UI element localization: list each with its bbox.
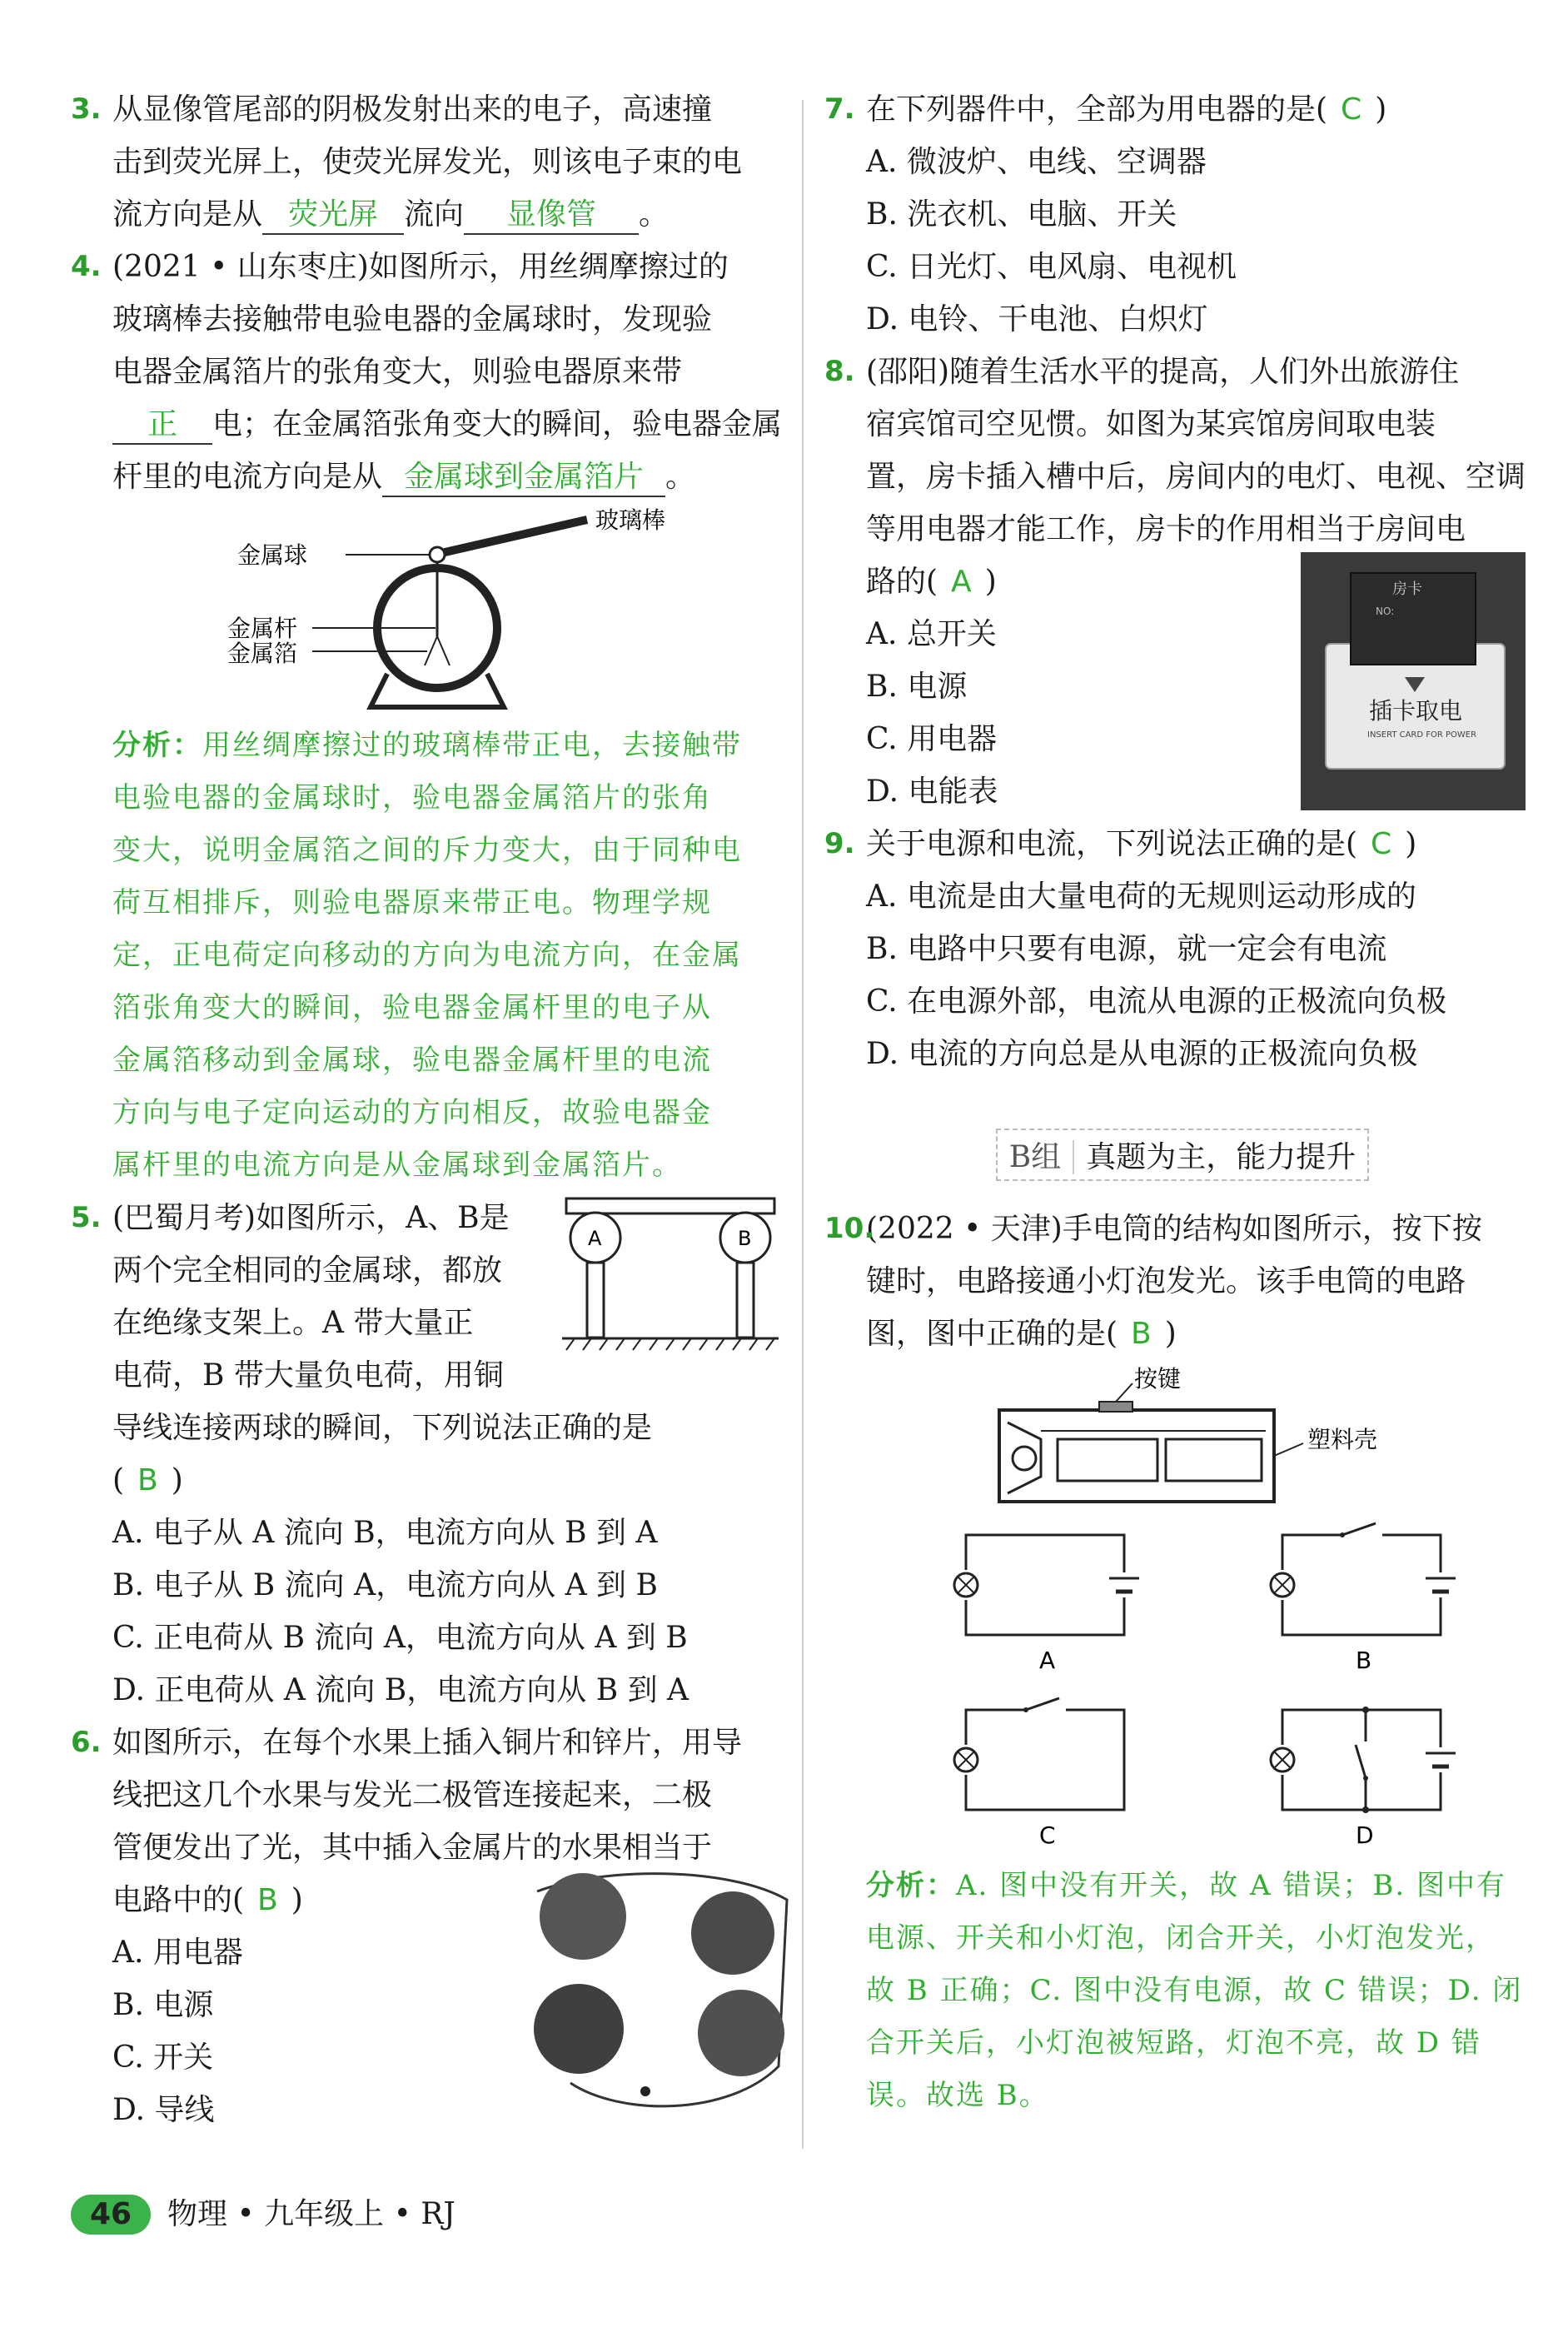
option: B. 电源: [112, 1988, 214, 2022]
answer-blank: 正: [112, 406, 212, 445]
option: C. 开关: [112, 2041, 214, 2075]
option: D. 电能表: [866, 775, 998, 809]
label-stem: 金属杆: [227, 615, 298, 642]
flashlight-figure: [824, 1360, 1541, 1518]
option: C. 日光灯、电风扇、电视机: [866, 250, 1237, 284]
label-rod: 玻璃棒: [595, 506, 666, 534]
svg-text:B: B: [738, 1227, 752, 1250]
question-8: 8. (邵阳)随着生活水平的提高，人们外出旅游住 宿宾馆司空见惯。如图为某宾馆房间取电装 置，房卡插入槽中后，房间内的电灯、电视、空调 等用电器才能工作，房卡的作用相当于房间电 路的( A ) A. 总开关 B. 电源 C. 用电器 D. 电能表 房卡 NO: 插卡取电 INSERT CARD FOR POWER: [824, 346, 1541, 818]
answer-blank: 显像管: [464, 197, 639, 235]
book-info: 物理 • 九年级上 • RJ: [167, 2197, 455, 2231]
question-number: 5.: [71, 1201, 102, 1234]
label-foil: 金属箔: [227, 640, 298, 667]
question-6: 6. 如图所示，在每个水果上插入铜片和锌片，用导 线把这几个水果与发光二极管连接起来，二极 管便发出了光，其中插入金属片的水果相当于 电路中的( B ) A. 用电器 B. 电源 C. 开关 D. 导线: [71, 1717, 787, 2136]
question-number: 4.: [71, 250, 102, 283]
question-4: 4. (2021 • 山东枣庄)如图所示，用丝绸摩擦过的 玻璃棒去接触带电验电器的金属球时，发现验 电器金属箔片的张角变大，则验电器原来带 正 电；在金属箔张角变大的瞬间，验电器金属 杆里的电流方向是从 金属球到金属箔片 。 玻璃棒 金属球 金属杆 金属箔 分析：用丝绸摩擦过的玻璃棒带正电，去接触带 电验电器的金属球时，验电器金属箔片的张角 变大，说明金属箔之间的斥力变大，由于同种电 荷互相排斥，则验电器原来带正电。物理学规 定，正电荷定向移动的方向为电流方向，在金属 箔张角变大的瞬间，验电器金属杆里的电子从 金属箔移动到金属球，验电器金属杆里的电流 方向与电子定向运动的方向相反，故验电器金 属杆里的电流方向是从金属球到金属箔片。: [71, 241, 787, 1192]
page-number-badge: 46: [71, 2195, 151, 2235]
question-9: 9. 关于电源和电流，下列说法正确的是( C ) A. 电流是由大量电荷的无规则运动形成的 B. 电路中只要有电源，就一定会有电流 C. 在电源外部，电流从电源的正极流向负极 D. 电流的方向总是从电源的正极流向负极: [824, 818, 1541, 1080]
circuit-d: [1271, 1707, 1456, 1849]
battery: [1166, 1439, 1262, 1481]
led: [640, 2086, 650, 2096]
analysis-q4: 分析：用丝绸摩擦过的玻璃棒带正电，去接触带 电验电器的金属球时，验电器金属箔片的张角 变大，说明金属箔之间的斥力变大，由于同种电 荷互相排斥，则验电器原来带正电。物理学规 定，正电荷定向移动的方向为电流方向，在金属 箔张角变大的瞬间，验电器金属杆里的电子从 金属箔移动到金属球，验电器金属杆里的电流 方向与电子定向运动的方向相反，故验电器金 属杆里的电流方向是从金属球到金属箔片。: [112, 729, 742, 1182]
option: C. 在电源外部，电流从电源的正极流向负极: [866, 984, 1447, 1019]
key-button: [1099, 1402, 1132, 1412]
svg-text:房卡: 房卡: [1392, 581, 1422, 598]
option: A. 电子从 A 流向 B，电流方向从 B 到 A: [112, 1516, 658, 1550]
answer-blank: 荧光屏: [262, 197, 404, 235]
circuit-b: [1271, 1523, 1456, 1674]
option: A. 电流是由大量电荷的无规则运动形成的: [866, 879, 1416, 914]
label-b: B: [1356, 1647, 1372, 1674]
answer-choice: C: [1341, 92, 1362, 127]
option: B. 电路中只要有电源，就一定会有电流: [866, 932, 1387, 966]
room-card-slot-photo: [1301, 552, 1526, 810]
left-column: [71, 83, 787, 2136]
column-divider: [802, 100, 804, 2149]
svg-text:插卡取电: 插卡取电: [1369, 697, 1463, 725]
option: D. 电流的方向总是从电源的正极流向负极: [866, 1037, 1418, 1071]
analysis-q10: 分析：A. 图中没有开关，故 A 错误；B. 图中有 电源、开关和小灯泡，闭合开关，小灯泡发光， 故 B 正确；C. 图中没有电源，故 C 错误；D. 闭 合开关后，小灯泡被短路，灯泡不亮，故 D 错 误。故选 B。: [866, 1869, 1523, 2112]
bulb: [1013, 1447, 1036, 1470]
section-header: B组 真题为主，能力提升: [996, 1129, 1369, 1181]
option: C. 正电荷从 B 流向 A，电流方向从 A 到 B: [112, 1621, 688, 1655]
option: D. 导线: [112, 2093, 215, 2127]
question-number: 3.: [71, 92, 102, 126]
option: C. 用电器: [866, 722, 998, 756]
svg-text:NO:: NO:: [1376, 605, 1395, 617]
circuit-a: [954, 1535, 1139, 1674]
page-footer: [71, 2190, 455, 2235]
question-7: 7. 在下列器件中，全部为用电器的是( C ) A. 微波炉、电线、空调器 B. 洗衣机、电脑、开关 C. 日光灯、电风扇、电视机 D. 电铃、干电池、白炽灯: [824, 83, 1541, 346]
label-a: A: [1039, 1647, 1056, 1674]
question-number: 8.: [824, 355, 855, 388]
option: B. 电子从 B 流向 A，电流方向从 A 到 B: [112, 1568, 658, 1602]
fruit: [691, 1891, 774, 1975]
option: D. 电铃、干电池、白炽灯: [866, 302, 1208, 336]
fruit: [698, 1990, 784, 2076]
answer-choice: B: [137, 1463, 158, 1497]
option: B. 洗衣机、电脑、开关: [866, 197, 1177, 232]
option: D. 正电荷从 A 流向 B，电流方向从 B 到 A: [112, 1673, 689, 1707]
answer-choice: B: [1131, 1317, 1152, 1351]
question-10: 10. (2022 • 天津)手电筒的结构如图所示，按下按 键时，电路接通小灯泡发光。该手电筒的电路 图，图中正确的是( B ) 按键 塑料壳 A B C D 分析：A. 图中没有开关，故 A 错误；B. 图中有 电源、开关和小灯泡，闭合开关，小灯泡发光， 故 B 正确；C. 图中没有电源，故 C 错误；D. 闭 合开关后，小灯泡被短路，灯泡不亮，故 D 错 误。故选 B。: [824, 1203, 1541, 2122]
question-5: A B 5. (巴蜀月考)如图所示，A、B是 两个完全相同的金属球，都放 在绝缘支架上。A 带大量正 电荷，B 带大量负电荷，用铜 导线连接两球的瞬间，下列说法正确的是 ( B ) A. 电子从 A 流向 B，电流方向从 B 到 A B. 电子从 B 流向 A，电流方向从 A 到 B C. 正电荷从 B 流向 A，电流方向从 A 到 B D. 正电荷从 A 流向 B，电流方向从 B 到 A: [71, 1192, 787, 1717]
label-key: 按键: [1134, 1365, 1182, 1393]
answer-choice: B: [257, 1883, 278, 1917]
option: A. 总开关: [866, 617, 997, 651]
question-number: 7.: [824, 92, 855, 126]
answer-choice: A: [951, 565, 972, 599]
right-column: [824, 83, 1541, 2122]
glass-rod: [441, 520, 587, 553]
svg-text:A: A: [588, 1227, 602, 1250]
label-d: D: [1356, 1821, 1374, 1849]
question-number: 6.: [71, 1726, 102, 1759]
battery: [1058, 1439, 1157, 1481]
fruit: [534, 1984, 624, 2074]
circuit-options: [824, 1518, 1541, 1860]
svg-text:INSERT CARD FOR POWER: INSERT CARD FOR POWER: [1367, 730, 1477, 740]
metal-ball: [430, 547, 445, 562]
question-number: 9.: [824, 827, 855, 860]
electroscope-figure: [71, 503, 787, 720]
question-3: 3. 从显像管尾部的阴极发射出来的电子，高速撞 击到荧光屏上，使荧光屏发光，则该电子束的电 流方向是从 荧光屏 流向 显像管 。: [71, 83, 787, 241]
answer-blank: 金属球到金属箔片: [382, 459, 665, 497]
option: A. 用电器: [112, 1936, 243, 1970]
question-number: 10.: [824, 1212, 875, 1245]
answer-choice: C: [1371, 827, 1392, 861]
label-ball: 金属球: [237, 541, 308, 569]
circuit-c: [954, 1698, 1124, 1849]
label-shell: 塑料壳: [1307, 1426, 1378, 1453]
label-c: C: [1039, 1821, 1056, 1849]
switch-symbol: [1356, 1745, 1366, 1778]
fruit: [540, 1873, 626, 1960]
option: B. 电源: [866, 670, 968, 704]
option: A. 微波炉、电线、空调器: [866, 145, 1207, 179]
fruit-battery-photo: [520, 1866, 804, 2116]
